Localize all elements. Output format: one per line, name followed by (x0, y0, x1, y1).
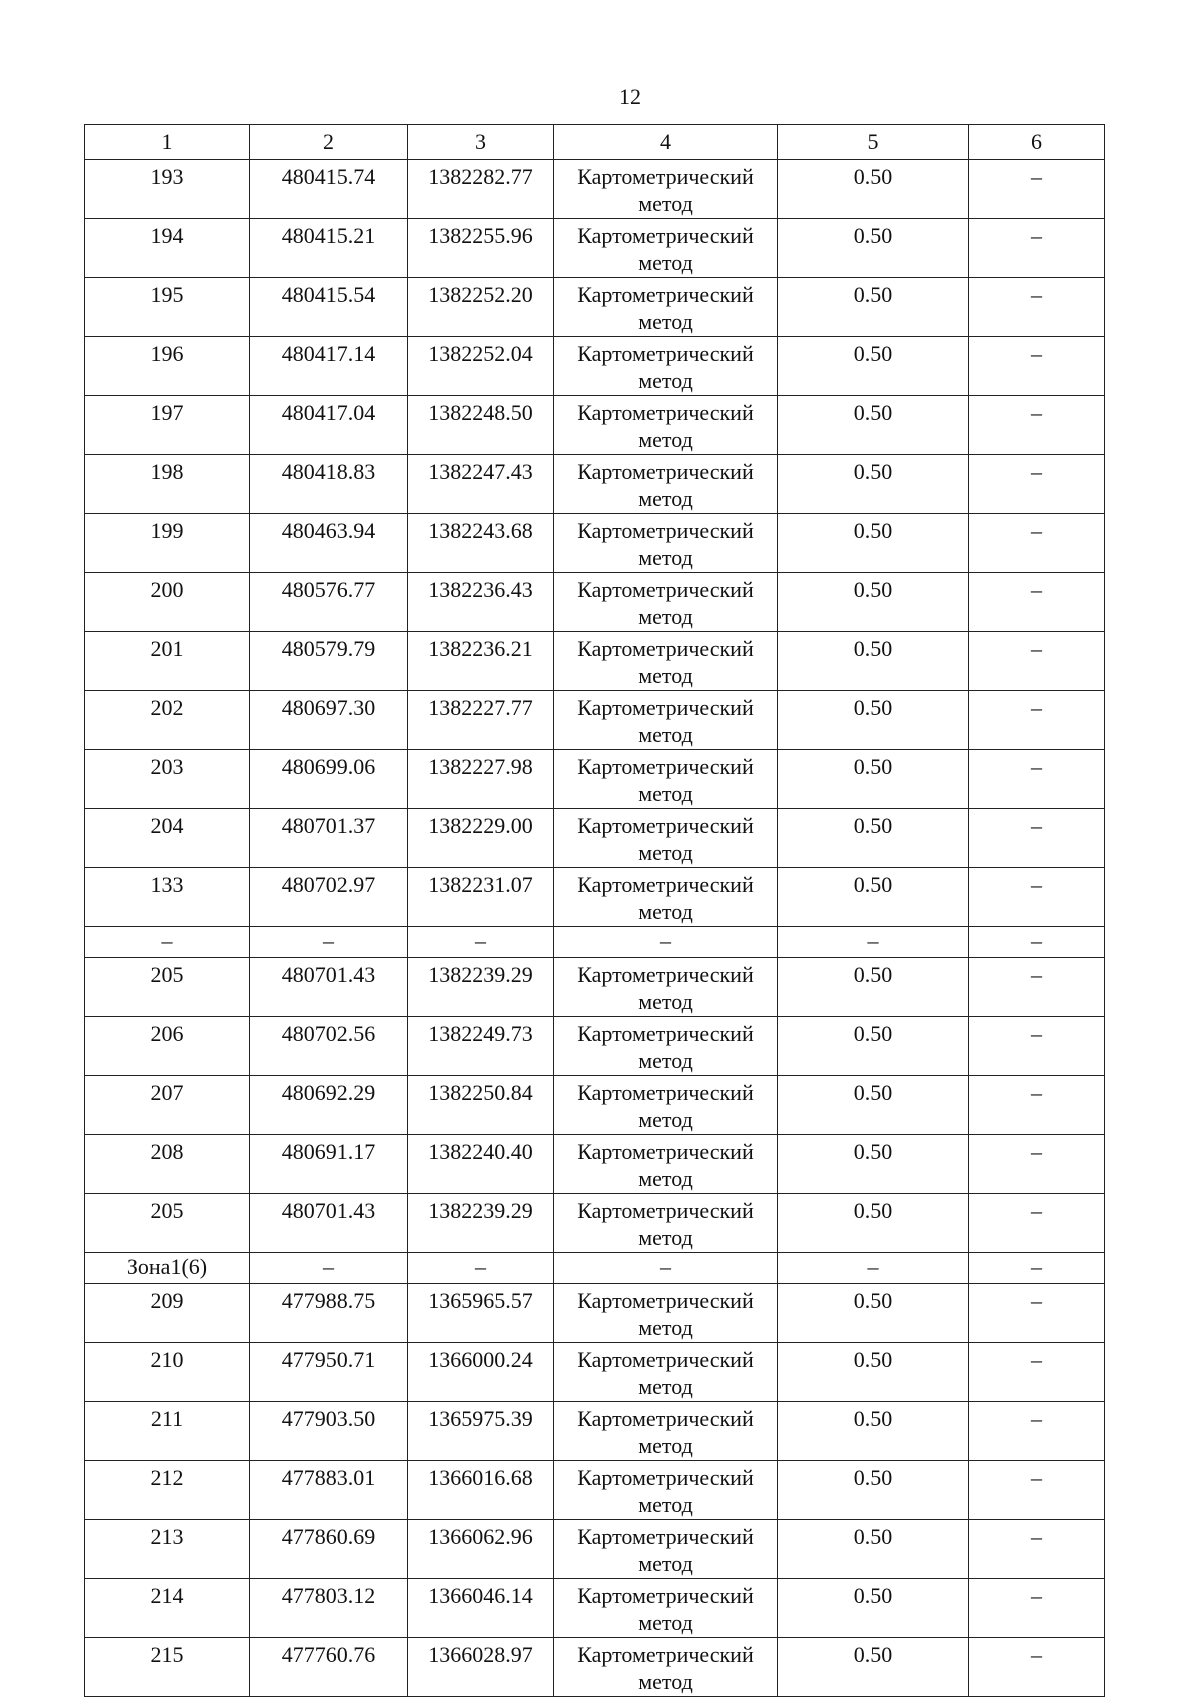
method-cell (554, 691, 778, 750)
accuracy-cell: 0.50 (778, 1402, 969, 1461)
coordinates-table-body (85, 125, 1105, 1697)
header-cell: 4 (554, 125, 778, 160)
y-coordinate-cell: 1382282.77 (408, 160, 554, 219)
method-line-2: метод (638, 1166, 693, 1191)
point-number-cell: 210 (85, 1343, 250, 1402)
separator-cell: – (250, 927, 408, 958)
table-row (85, 1638, 1105, 1697)
x-coordinate-cell: 480463.94 (250, 514, 408, 573)
x-coordinate-cell: 480579.79 (250, 632, 408, 691)
method-line-2: метод (638, 1048, 693, 1073)
table-row (85, 1579, 1105, 1638)
x-coordinate-cell: 477903.50 (250, 1402, 408, 1461)
accuracy-cell: 0.50 (778, 1343, 969, 1402)
x-coordinate-cell: 477803.12 (250, 1579, 408, 1638)
method-line-2: метод (638, 1669, 693, 1694)
accuracy-cell: 0.50 (778, 958, 969, 1017)
y-coordinate-cell: 1365965.57 (408, 1284, 554, 1343)
method-line-1: Картометрический (577, 1347, 754, 1372)
table-row (85, 1520, 1105, 1579)
point-number-cell: 202 (85, 691, 250, 750)
method-line-2: метод (638, 368, 693, 393)
separator-row (85, 927, 1105, 958)
y-coordinate-cell: 1366016.68 (408, 1461, 554, 1520)
method-line-1: Картометрический (577, 459, 754, 484)
description-cell: – (969, 1135, 1105, 1194)
y-coordinate-cell: 1382252.20 (408, 278, 554, 337)
y-coordinate-cell: 1382227.98 (408, 750, 554, 809)
method-line-1: Картометрический (577, 282, 754, 307)
description-cell: – (969, 573, 1105, 632)
y-coordinate-cell: 1382252.04 (408, 337, 554, 396)
method-line-2: метод (638, 427, 693, 452)
x-coordinate-cell: 480702.56 (250, 1017, 408, 1076)
header-cell: 5 (778, 125, 969, 160)
method-cell (554, 396, 778, 455)
coordinates-table (84, 124, 1105, 1697)
point-number-cell: 205 (85, 1194, 250, 1253)
point-number-cell: 214 (85, 1579, 250, 1638)
table-row (85, 1284, 1105, 1343)
y-coordinate-cell: 1382240.40 (408, 1135, 554, 1194)
y-coordinate-cell: 1382248.50 (408, 396, 554, 455)
table-row (85, 809, 1105, 868)
method-line-2: метод (638, 1225, 693, 1250)
table-row (85, 219, 1105, 278)
y-coordinate-cell: 1366000.24 (408, 1343, 554, 1402)
table-row (85, 691, 1105, 750)
y-coordinate-cell: 1382239.29 (408, 1194, 554, 1253)
point-number-cell: 208 (85, 1135, 250, 1194)
x-coordinate-cell: 480697.30 (250, 691, 408, 750)
y-coordinate-cell: 1382243.68 (408, 514, 554, 573)
table-row (85, 396, 1105, 455)
description-cell: – (969, 514, 1105, 573)
x-coordinate-cell: 480415.54 (250, 278, 408, 337)
accuracy-cell: 0.50 (778, 1461, 969, 1520)
table-row (85, 278, 1105, 337)
method-cell (554, 219, 778, 278)
point-number-cell: 204 (85, 809, 250, 868)
y-coordinate-cell: 1382250.84 (408, 1076, 554, 1135)
accuracy-cell: 0.50 (778, 219, 969, 278)
method-line-2: метод (638, 545, 693, 570)
point-number-cell: 200 (85, 573, 250, 632)
separator-cell: Зона1(6) (85, 1253, 250, 1284)
accuracy-cell: 0.50 (778, 809, 969, 868)
description-cell: – (969, 868, 1105, 927)
x-coordinate-cell: 480415.74 (250, 160, 408, 219)
method-line-1: Картометрический (577, 1021, 754, 1046)
x-coordinate-cell: 477883.01 (250, 1461, 408, 1520)
table-row (85, 1402, 1105, 1461)
method-line-1: Картометрический (577, 1288, 754, 1313)
description-cell: – (969, 278, 1105, 337)
method-line-1: Картометрический (577, 577, 754, 602)
header-cell: 2 (250, 125, 408, 160)
x-coordinate-cell: 480417.04 (250, 396, 408, 455)
table-row (85, 1017, 1105, 1076)
separator-cell: – (408, 1253, 554, 1284)
point-number-cell: 209 (85, 1284, 250, 1343)
x-coordinate-cell: 480701.43 (250, 958, 408, 1017)
accuracy-cell: 0.50 (778, 1579, 969, 1638)
table-header-row (85, 125, 1105, 160)
description-cell: – (969, 1402, 1105, 1461)
table-row (85, 1461, 1105, 1520)
page-number: 12 (619, 84, 641, 109)
point-number-cell: 213 (85, 1520, 250, 1579)
accuracy-cell: 0.50 (778, 691, 969, 750)
method-line-2: метод (638, 663, 693, 688)
method-cell (554, 278, 778, 337)
separator-cell: – (778, 927, 969, 958)
point-number-cell: 201 (85, 632, 250, 691)
accuracy-cell: 0.50 (778, 160, 969, 219)
method-cell (554, 632, 778, 691)
y-coordinate-cell: 1382227.77 (408, 691, 554, 750)
method-line-1: Картометрический (577, 1080, 754, 1105)
method-line-2: метод (638, 1107, 693, 1132)
method-cell (554, 1461, 778, 1520)
method-cell (554, 809, 778, 868)
description-cell: – (969, 219, 1105, 278)
table-row (85, 455, 1105, 514)
method-line-1: Картометрический (577, 400, 754, 425)
accuracy-cell: 0.50 (778, 1638, 969, 1697)
separator-cell: – (250, 1253, 408, 1284)
description-cell: – (969, 1520, 1105, 1579)
accuracy-cell: 0.50 (778, 514, 969, 573)
accuracy-cell: 0.50 (778, 1135, 969, 1194)
x-coordinate-cell: 480699.06 (250, 750, 408, 809)
separator-cell: – (554, 1253, 778, 1284)
method-line-2: метод (638, 989, 693, 1014)
point-number-cell: 194 (85, 219, 250, 278)
y-coordinate-cell: 1382236.43 (408, 573, 554, 632)
point-number-cell: 195 (85, 278, 250, 337)
accuracy-cell: 0.50 (778, 455, 969, 514)
separator-cell: – (554, 927, 778, 958)
accuracy-cell: 0.50 (778, 1284, 969, 1343)
method-cell (554, 1284, 778, 1343)
method-cell (554, 1017, 778, 1076)
accuracy-cell: 0.50 (778, 1194, 969, 1253)
description-cell: – (969, 1284, 1105, 1343)
method-line-2: метод (638, 781, 693, 806)
method-line-1: Картометрический (577, 813, 754, 838)
table-row (85, 632, 1105, 691)
x-coordinate-cell: 480691.17 (250, 1135, 408, 1194)
method-line-1: Картометрический (577, 1642, 754, 1667)
y-coordinate-cell: 1382249.73 (408, 1017, 554, 1076)
accuracy-cell: 0.50 (778, 278, 969, 337)
table-row (85, 1135, 1105, 1194)
y-coordinate-cell: 1365975.39 (408, 1402, 554, 1461)
accuracy-cell: 0.50 (778, 337, 969, 396)
method-cell (554, 1520, 778, 1579)
method-cell (554, 750, 778, 809)
description-cell: – (969, 337, 1105, 396)
description-cell: – (969, 455, 1105, 514)
table-row (85, 1076, 1105, 1135)
header-cell: 6 (969, 125, 1105, 160)
x-coordinate-cell: 477860.69 (250, 1520, 408, 1579)
y-coordinate-cell: 1382247.43 (408, 455, 554, 514)
description-cell: – (969, 1638, 1105, 1697)
method-line-2: метод (638, 1374, 693, 1399)
description-cell: – (969, 809, 1105, 868)
method-cell (554, 958, 778, 1017)
method-line-2: метод (638, 486, 693, 511)
method-line-1: Картометрический (577, 754, 754, 779)
accuracy-cell: 0.50 (778, 632, 969, 691)
point-number-cell: 203 (85, 750, 250, 809)
method-line-2: метод (638, 840, 693, 865)
header-cell: 1 (85, 125, 250, 160)
y-coordinate-cell: 1382239.29 (408, 958, 554, 1017)
method-line-1: Картометрический (577, 636, 754, 661)
method-cell (554, 1638, 778, 1697)
point-number-cell: 211 (85, 1402, 250, 1461)
method-cell (554, 337, 778, 396)
method-line-1: Картометрический (577, 1406, 754, 1431)
method-cell (554, 160, 778, 219)
table-row (85, 750, 1105, 809)
y-coordinate-cell: 1382231.07 (408, 868, 554, 927)
description-cell: – (969, 750, 1105, 809)
method-cell (554, 1579, 778, 1638)
x-coordinate-cell: 477760.76 (250, 1638, 408, 1697)
method-cell (554, 868, 778, 927)
point-number-cell: 215 (85, 1638, 250, 1697)
point-number-cell: 207 (85, 1076, 250, 1135)
point-number-cell: 198 (85, 455, 250, 514)
x-coordinate-cell: 480692.29 (250, 1076, 408, 1135)
description-cell: – (969, 160, 1105, 219)
description-cell: – (969, 1343, 1105, 1402)
x-coordinate-cell: 480417.14 (250, 337, 408, 396)
method-line-1: Картометрический (577, 1583, 754, 1608)
point-number-cell: 199 (85, 514, 250, 573)
description-cell: – (969, 958, 1105, 1017)
method-line-1: Картометрический (577, 341, 754, 366)
method-line-2: метод (638, 250, 693, 275)
method-line-2: метод (638, 1492, 693, 1517)
description-cell: – (969, 691, 1105, 750)
table-row (85, 1343, 1105, 1402)
description-cell: – (969, 632, 1105, 691)
x-coordinate-cell: 480702.97 (250, 868, 408, 927)
method-line-2: метод (638, 1551, 693, 1576)
description-cell: – (969, 1579, 1105, 1638)
y-coordinate-cell: 1382229.00 (408, 809, 554, 868)
method-line-2: метод (638, 722, 693, 747)
method-line-2: метод (638, 1610, 693, 1635)
method-line-1: Картометрический (577, 1198, 754, 1223)
table-row (85, 573, 1105, 632)
method-line-1: Картометрический (577, 695, 754, 720)
description-cell: – (969, 396, 1105, 455)
point-number-cell: 193 (85, 160, 250, 219)
y-coordinate-cell: 1366062.96 (408, 1520, 554, 1579)
separator-row (85, 1253, 1105, 1284)
y-coordinate-cell: 1366046.14 (408, 1579, 554, 1638)
point-number-cell: 196 (85, 337, 250, 396)
point-number-cell: 133 (85, 868, 250, 927)
accuracy-cell: 0.50 (778, 1076, 969, 1135)
point-number-cell: 205 (85, 958, 250, 1017)
method-cell (554, 1076, 778, 1135)
method-cell (554, 1135, 778, 1194)
method-line-1: Картометрический (577, 518, 754, 543)
x-coordinate-cell: 480576.77 (250, 573, 408, 632)
accuracy-cell: 0.50 (778, 750, 969, 809)
method-line-2: метод (638, 1315, 693, 1340)
x-coordinate-cell: 480701.43 (250, 1194, 408, 1253)
point-number-cell: 212 (85, 1461, 250, 1520)
accuracy-cell: 0.50 (778, 868, 969, 927)
method-line-2: метод (638, 899, 693, 924)
accuracy-cell: 0.50 (778, 1520, 969, 1579)
x-coordinate-cell: 480701.37 (250, 809, 408, 868)
table-row (85, 1194, 1105, 1253)
method-line-2: метод (638, 309, 693, 334)
description-cell: – (969, 1076, 1105, 1135)
method-line-1: Картометрический (577, 1139, 754, 1164)
point-number-cell: 206 (85, 1017, 250, 1076)
method-line-1: Картометрический (577, 223, 754, 248)
accuracy-cell: 0.50 (778, 573, 969, 632)
x-coordinate-cell: 477950.71 (250, 1343, 408, 1402)
table-row (85, 160, 1105, 219)
separator-cell: – (408, 927, 554, 958)
description-cell: – (969, 1461, 1105, 1520)
separator-cell: – (969, 927, 1105, 958)
point-number-cell: 197 (85, 396, 250, 455)
method-line-2: метод (638, 1433, 693, 1458)
method-line-1: Картометрический (577, 872, 754, 897)
y-coordinate-cell: 1366028.97 (408, 1638, 554, 1697)
method-cell (554, 573, 778, 632)
method-cell (554, 514, 778, 573)
table-row (85, 868, 1105, 927)
table-row (85, 514, 1105, 573)
x-coordinate-cell: 477988.75 (250, 1284, 408, 1343)
y-coordinate-cell: 1382236.21 (408, 632, 554, 691)
method-line-2: метод (638, 191, 693, 216)
method-cell (554, 455, 778, 514)
accuracy-cell: 0.50 (778, 396, 969, 455)
separator-cell: – (778, 1253, 969, 1284)
header-cell: 3 (408, 125, 554, 160)
x-coordinate-cell: 480415.21 (250, 219, 408, 278)
y-coordinate-cell: 1382255.96 (408, 219, 554, 278)
separator-cell: – (85, 927, 250, 958)
method-line-1: Картометрический (577, 1465, 754, 1490)
accuracy-cell: 0.50 (778, 1017, 969, 1076)
description-cell: – (969, 1017, 1105, 1076)
method-cell (554, 1194, 778, 1253)
table-row (85, 958, 1105, 1017)
method-cell (554, 1343, 778, 1402)
method-line-2: метод (638, 604, 693, 629)
table-row (85, 337, 1105, 396)
method-line-1: Картометрический (577, 1524, 754, 1549)
separator-cell: – (969, 1253, 1105, 1284)
description-cell: – (969, 1194, 1105, 1253)
x-coordinate-cell: 480418.83 (250, 455, 408, 514)
method-line-1: Картометрический (577, 962, 754, 987)
method-line-1: Картометрический (577, 164, 754, 189)
method-cell (554, 1402, 778, 1461)
